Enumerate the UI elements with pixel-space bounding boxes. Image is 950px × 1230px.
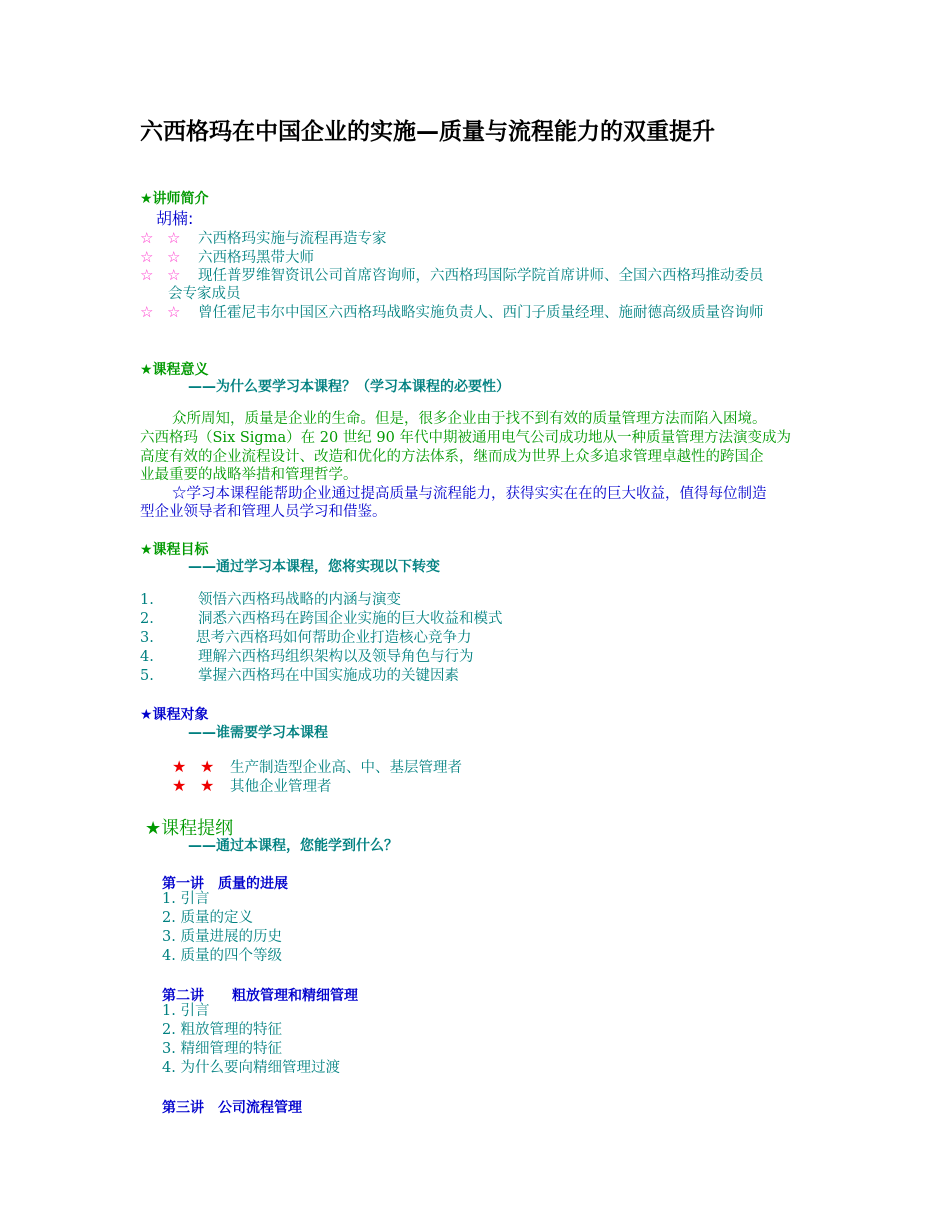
audience-heading: ★课程对象 <box>140 707 209 723</box>
lecture-title: 第一讲 质量的进展 <box>162 876 288 892</box>
instructor-item <box>140 248 314 268</box>
significance-subheading: ——为什么要学习本课程？（学习本课程的必要性） <box>188 379 510 395</box>
audience-item-text: 生产制造型企业高、中、基层管理者 <box>230 760 462 776</box>
audience-item <box>172 757 462 778</box>
instructor-heading: ★讲师简介 <box>140 191 209 207</box>
lecture-title: 第三讲 公司流程管理 <box>162 1100 302 1116</box>
goal-item <box>140 610 503 629</box>
goal-text: 思考六西格玛如何帮助企业打造核心竞争力 <box>196 630 472 646</box>
lecture-item: 3. 质量进展的历史 <box>162 929 282 945</box>
goal-item <box>140 591 401 610</box>
audience-item-text: 其他企业管理者 <box>230 779 332 795</box>
instructor-item <box>140 229 387 249</box>
star-outline-icon: ☆ <box>140 229 154 247</box>
goals-heading: ★课程目标 <box>140 542 209 558</box>
goal-item <box>140 648 474 667</box>
outline-subheading: ——通过本课程，您能学到什么？ <box>188 838 398 854</box>
goal-text: 洞悉六西格玛在跨国企业实施的巨大收益和模式 <box>198 611 503 627</box>
star-outline-icon: ☆ <box>167 229 181 247</box>
instructor-item-text: 六西格玛黑带大师 <box>198 250 314 266</box>
instructor-item <box>140 266 764 286</box>
goal-text: 理解六西格玛组织架构以及领导角色与行为 <box>198 649 474 665</box>
significance-paragraph-line: 业最重要的战略举措和管理哲学。 <box>140 467 358 483</box>
star-outline-icon: ☆ <box>167 266 181 284</box>
significance-heading: ★课程意义 <box>140 362 209 378</box>
significance-paragraph-line: 型企业领导者和管理人员学习和借鉴。 <box>140 504 387 520</box>
instructor-name: 胡楠: <box>156 209 194 228</box>
instructor-item-text: 六西格玛实施与流程再造专家 <box>198 231 387 247</box>
goal-number: 1. <box>140 592 154 608</box>
lecture-item: 4. 为什么要向精细管理过渡 <box>162 1060 340 1076</box>
instructor-item-text: 现任普罗维智资讯公司首席咨询师，六西格玛国际学院首席讲师、全国六西格玛推动委员 <box>198 268 764 284</box>
goal-number: 4. <box>140 649 154 665</box>
significance-paragraph-line: 众所周知，质量是企业的生命。但是，很多企业由于找不到有效的质量管理方法而陷入困境。 <box>172 411 767 427</box>
goals-subheading: ——通过学习本课程，您将实现以下转变 <box>188 559 440 575</box>
significance-paragraph-line: 高度有效的企业流程设计、改造和优化的方法体系，继而成为世界上众多追求管理卓越性的跨国企 <box>140 449 764 465</box>
instructor-item <box>140 303 764 323</box>
star-outline-icon: ☆ <box>140 248 154 266</box>
goal-number: 2. <box>140 611 154 627</box>
lecture-item: 1. 引言 <box>162 891 210 907</box>
lecture-title: 第二讲 粗放管理和精细管理 <box>162 988 358 1004</box>
star-outline-icon: ☆ <box>140 303 154 321</box>
goal-number: 3. <box>140 630 154 646</box>
lecture-item: 4. 质量的四个等级 <box>162 948 282 964</box>
lecture-item: 3. 精细管理的特征 <box>162 1041 282 1057</box>
lecture-item: 1. 引言 <box>162 1003 210 1019</box>
lecture-item: 2. 质量的定义 <box>162 910 253 926</box>
star-filled-icon: ★ <box>200 776 215 795</box>
star-outline-icon: ☆ <box>167 248 181 266</box>
goal-item <box>140 629 472 648</box>
goal-text: 掌握六西格玛在中国实施成功的关键因素 <box>198 668 459 684</box>
goal-number: 5. <box>140 668 154 684</box>
star-filled-icon: ★ <box>172 757 187 776</box>
goal-text: 领悟六西格玛战略的内涵与演变 <box>198 592 401 608</box>
outline-heading: ★课程提纲 <box>145 818 234 839</box>
audience-subheading: ——谁需要学习本课程 <box>188 725 328 741</box>
star-filled-icon: ★ <box>172 776 187 795</box>
document-title: 六西格玛在中国企业的实施—质量与流程能力的双重提升 <box>140 119 715 145</box>
goal-item <box>140 667 459 686</box>
instructor-item-text: 曾任霍尼韦尔中国区六西格玛战略实施负责人、西门子质量经理、施耐德高级质量咨询师 <box>198 305 764 321</box>
audience-item <box>172 776 332 797</box>
star-filled-icon: ★ <box>200 757 215 776</box>
lecture-item: 2. 粗放管理的特征 <box>162 1022 282 1038</box>
significance-paragraph-line: 六西格玛（Six Sigma）在 20 世纪 90 年代中期被通用电气公司成功地从一种质量管理方法演变成为 <box>140 430 791 446</box>
star-outline-icon: ☆ <box>140 266 154 284</box>
significance-paragraph-line: ☆学习本课程能帮助企业通过提高质量与流程能力，获得实实在在的巨大收益，值得每位制造 <box>172 486 767 502</box>
star-outline-icon: ☆ <box>167 303 181 321</box>
instructor-item-continued: 会专家成员 <box>168 286 241 302</box>
